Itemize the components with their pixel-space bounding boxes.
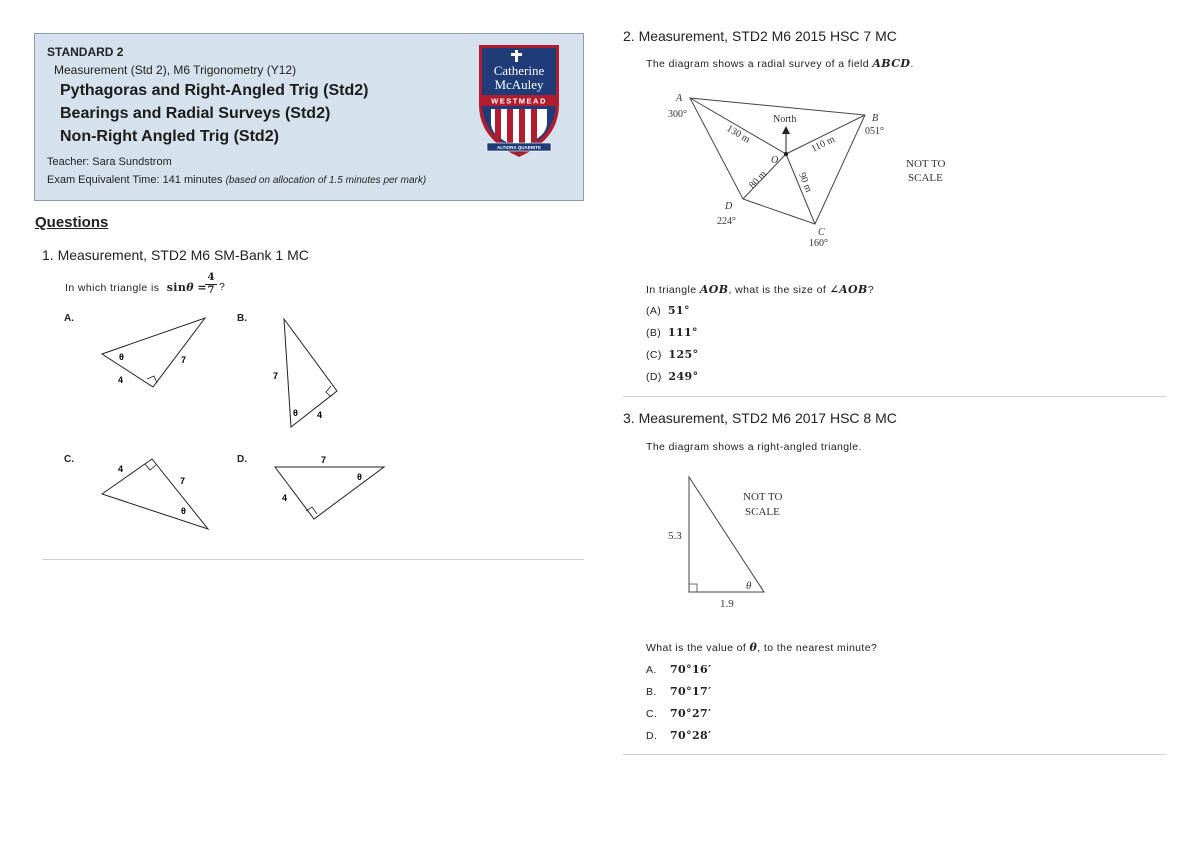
q1-prompt [65,281,207,294]
q2-option-d-label: (D) [646,371,662,383]
q1-triangle-a [95,312,215,392]
q3-option-b-label: B. [646,686,657,698]
q1-b-side: 4 [317,410,323,420]
exam-time-line [47,174,426,186]
q1-a-hyp: 7 [181,355,187,365]
q3-prompt: The diagram shows a right-angled triangle. [646,441,862,453]
q3-option-a[interactable] [646,663,711,676]
q2-distance-od: 80 m [747,168,770,192]
logo-line1: Catherine [493,63,545,78]
q2-point-o: O [771,155,779,166]
logo-motto: ALTIORA QUAERITE [497,145,541,150]
q2-distance-oc: 90 m [796,171,815,194]
q2-option-c[interactable] [646,348,698,361]
q1-option-d-label: D. [237,454,247,465]
q2-option-d-value: 249° [668,370,699,383]
q2-triangle: AOB [699,283,729,296]
q2-option-d[interactable] [646,370,698,383]
q3-option-c-value: 70°27′ [670,707,712,720]
q2-prompt-text: The diagram shows a radial survey of a field [646,58,870,70]
q1-c-hyp: 7 [180,476,186,486]
divider-q2 [623,396,1166,397]
q2-point-d: D [725,201,733,212]
q1-triangle-d [270,455,390,525]
q2-option-a-value: 51° [667,304,690,317]
title-1: Pythagoras and Right-Angled Trig (Std2) [60,82,369,99]
q2-point-b: B [872,113,879,124]
q3-note-line1: NOT TO [743,491,783,503]
divider-q1 [42,559,584,560]
q1-triangle-b [265,315,350,435]
q2-question [646,283,874,296]
q3-note-line2: SCALE [745,506,780,518]
course-label: STANDARD 2 [47,45,124,59]
q1-b-hyp: 7 [273,371,279,381]
school-crest-logo [477,43,561,159]
exam-note: (based on allocation of 1.5 minutes per mark) [225,175,427,186]
teacher-line [47,156,172,168]
q1-fraction-num: 4 [207,272,215,283]
q2-prompt: The diagram shows a radial survey of a field ABCD. [646,57,914,70]
q2-option-c-label: (C) [646,349,662,361]
q1-b-angle: θ [293,408,298,418]
q3-option-d-value: 70°28′ [670,729,712,742]
q3-height-label: 5.3 [668,530,682,542]
q2-bearing-a: 300° [668,109,687,120]
q3-question [646,641,877,654]
divider-q3 [623,754,1166,755]
q2-bearing-b: 051° [865,126,884,137]
q3-right-triangle-diagram [660,470,800,615]
teacher-label: Teacher: [47,156,93,168]
q1-option-a-label: A. [64,313,74,324]
q2-radial-survey-diagram [660,88,960,250]
q1-heading: 1. Measurement, STD2 M6 SM-Bank 1 MC [42,247,309,263]
q1-fraction [205,272,217,297]
teacher-name: Sara Sundstrom [92,156,172,168]
q2-note-line1: NOT TO [906,158,946,170]
q3-question-end: , to the nearest minute? [757,642,878,654]
q3-angle-label: θ [746,580,752,592]
q3-option-c[interactable] [646,707,711,720]
q2-option-a-label: (A) [646,305,662,317]
questions-heading: Questions [35,214,109,231]
q1-theta: θ [186,281,195,294]
q1-qmark: ? [219,281,226,293]
q1-option-b-label: B. [237,313,247,324]
exam-time: 141 minutes [162,174,223,186]
q2-question-prefix: In triangle [646,284,697,296]
q2-distance-ob: 110 m [809,133,837,155]
logo-line2: McAuley [494,77,544,92]
q3-theta: θ [749,641,758,654]
q2-distance-oa: 130 m [724,123,752,146]
q2-option-c-value: 125° [668,348,699,361]
q2-field: ABCD [872,57,911,70]
q1-d-hyp: 7 [321,455,327,465]
q3-option-c-label: C. [646,708,658,720]
q3-question-prefix: What is the value of [646,642,747,654]
q1-a-side: 4 [118,375,124,385]
q3-option-b-value: 70°17′ [670,685,712,698]
q3-option-d[interactable] [646,729,711,742]
q2-bearing-c: 160° [809,238,828,249]
q1-prompt-text: In which triangle is [65,282,160,294]
title-2: Bearings and Radial Surveys (Std2) [60,105,331,122]
q2-note-line2: SCALE [908,172,943,184]
topic-bold: M6 Trigonometry (Y12) [173,63,297,77]
q2-option-b-label: (B) [646,327,662,339]
q2-heading: 2. Measurement, STD2 M6 2015 HSC 7 MC [623,28,897,44]
q1-eq: = [197,281,207,294]
q2-option-b-value: 111° [667,326,698,339]
q1-fraction-den: 7 [205,284,217,297]
q2-angle: ∠AOB [829,283,868,296]
q1-d-angle: θ [357,472,362,482]
q3-option-d-label: D. [646,730,658,742]
q3-option-b[interactable] [646,685,711,698]
q1-triangle-c [95,455,215,535]
q1-c-angle: θ [181,506,186,516]
logo-band: WESTMEAD [491,96,547,106]
q2-option-a[interactable] [646,304,690,317]
q2-question-end: ? [867,284,874,296]
q1-option-c-label: C. [64,454,74,465]
q1-c-side: 4 [118,464,124,474]
exam-label: Exam Equivalent Time: [47,174,163,186]
title-3: Non-Right Angled Trig (Std2) [60,128,279,145]
q3-base-label: 1.9 [720,598,734,610]
q2-bearing-d: 224° [717,216,736,227]
q2-north-label: North [773,114,797,125]
header-box [34,33,584,201]
q2-point-c: C [818,227,825,238]
topic-prefix: Measurement (Std 2), [54,63,174,77]
q3-heading: 3. Measurement, STD2 M6 2017 HSC 8 MC [623,410,897,426]
q1-d-side: 4 [282,493,288,503]
q2-option-b[interactable] [646,326,698,339]
q1-a-angle: θ [119,352,124,362]
q3-option-a-label: A. [646,664,657,676]
q1-sin: sin [166,281,187,294]
q2-point-a: A [676,93,683,104]
q2-question-mid: , what is the size of [728,284,827,296]
q3-option-a-value: 70°16′ [670,663,712,676]
topic-line [54,63,296,77]
